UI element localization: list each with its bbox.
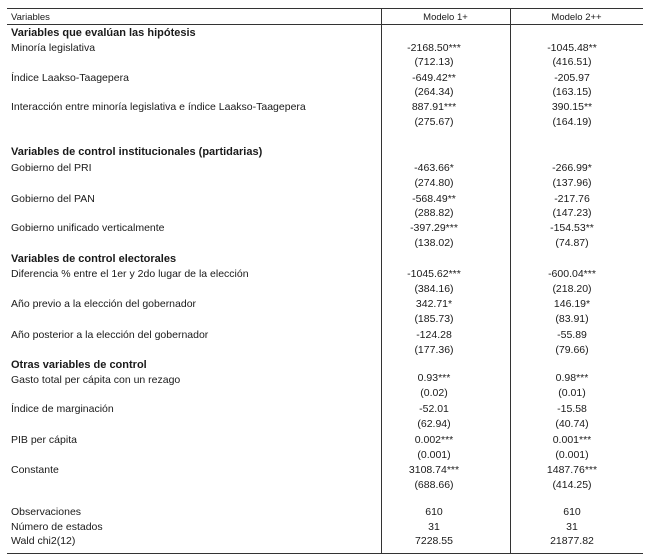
model-2-se: (40.74)	[555, 418, 589, 430]
stat-model-2: 21877.82	[550, 535, 594, 547]
model-2-se: (0.01)	[558, 387, 586, 399]
model-1-se: (185.73)	[414, 313, 454, 325]
model-1-se: (688.66)	[414, 479, 454, 491]
model-2-coef: 0.001***	[552, 434, 592, 446]
model-1-coef: -124.28	[416, 329, 452, 341]
model-1-se: (712.13)	[414, 56, 454, 68]
model-2-se: (83.91)	[555, 313, 589, 325]
model-1-se: (0.02)	[420, 387, 448, 399]
model-2-se: (164.19)	[552, 116, 592, 128]
stat-label: Observaciones	[11, 506, 82, 518]
model-2-se: (416.51)	[552, 56, 592, 68]
row-label: Diferencia % entre el 1er y 2do lugar de la elección	[11, 268, 249, 280]
model-1-coef: 342.71*	[415, 298, 453, 310]
model-1-coef: -2168.50***	[407, 42, 461, 54]
model-2-coef: -1045.48**	[547, 42, 597, 54]
column-divider	[510, 9, 511, 553]
model-1-coef: 0.002***	[414, 434, 454, 446]
model-2-se: (414.25)	[552, 479, 592, 491]
header-variables: Variables	[11, 12, 50, 23]
header-model-1: Modelo 1+	[423, 12, 468, 23]
model-1-se: (275.67)	[414, 116, 454, 128]
model-1-se: (177.36)	[414, 344, 454, 356]
row-label: Interacción entre minoría legislativa e índice Laakso-Taagepera	[11, 101, 306, 113]
model-2-se: (137.96)	[552, 177, 592, 189]
row-label: Año previo a la elección del gobernador	[11, 298, 197, 310]
model-2-se: (147.23)	[552, 207, 592, 219]
model-1-se: (274.80)	[414, 177, 454, 189]
row-label: PIB per cápita	[11, 434, 77, 446]
section-title: Otras variables de control	[11, 359, 147, 371]
row-label: Gobierno unificado verticalmente	[11, 222, 165, 234]
stat-model-2: 31	[566, 521, 578, 533]
model-1-se: (0.001)	[417, 449, 451, 461]
model-2-coef: -154.53**	[550, 222, 594, 234]
model-2-coef: -55.89	[557, 329, 587, 341]
row-label: Gobierno del PRI	[11, 162, 92, 174]
model-1-coef: -1045.62***	[407, 268, 461, 280]
model-2-coef: -217.76	[554, 193, 590, 205]
model-1-se: (62.94)	[417, 418, 451, 430]
section-title: Variables de control institucionales (partidarias)	[11, 146, 263, 158]
model-1-coef: -649.42**	[412, 72, 456, 84]
regression-table	[7, 8, 643, 554]
model-1-coef: 3108.74***	[408, 464, 460, 476]
stat-model-1: 7228.55	[415, 535, 453, 547]
model-2-coef: -205.97	[554, 72, 590, 84]
model-1-se: (138.02)	[414, 237, 454, 249]
model-2-coef: -266.99*	[552, 162, 592, 174]
model-1-coef: -568.49**	[412, 193, 456, 205]
model-1-coef: -397.29***	[410, 222, 458, 234]
header-rule	[7, 24, 643, 25]
model-2-coef: 146.19*	[553, 298, 591, 310]
model-2-se: (79.66)	[555, 344, 589, 356]
section-title: Variables que evalúan las hipótesis	[11, 27, 196, 39]
stat-label: Número de estados	[11, 521, 103, 533]
row-label: Año posterior a la elección del gobernador	[11, 329, 209, 341]
model-2-se: (74.87)	[555, 237, 589, 249]
row-label: Gobierno del PAN	[11, 193, 95, 205]
model-2-coef: 0.98***	[555, 372, 589, 384]
model-1-coef: 0.93***	[417, 372, 451, 384]
row-label: Minoría legislativa	[11, 42, 96, 54]
section-title: Variables de control electorales	[11, 253, 177, 265]
model-1-se: (264.34)	[414, 86, 454, 98]
model-2-coef: -15.58	[557, 403, 587, 415]
model-2-coef: 1487.76***	[546, 464, 598, 476]
model-1-se: (384.16)	[414, 283, 454, 295]
model-2-coef: -600.04***	[548, 268, 596, 280]
stat-model-1: 31	[428, 521, 440, 533]
model-1-coef: 887.91***	[411, 101, 457, 113]
row-label: Constante	[11, 464, 59, 476]
model-2-coef: 390.15**	[551, 101, 593, 113]
row-label: Índice de marginación	[11, 403, 114, 415]
model-2-se: (218.20)	[552, 283, 592, 295]
row-label: Índice Laakso-Taagepera	[11, 72, 129, 84]
model-2-se: (163.15)	[552, 86, 592, 98]
header-model-2: Modelo 2++	[551, 12, 602, 23]
model-1-se: (288.82)	[414, 207, 454, 219]
row-label: Gasto total per cápita con un rezago	[11, 374, 181, 386]
stat-label: Wald chi2(12)	[11, 535, 76, 547]
stat-model-1: 610	[425, 506, 443, 518]
model-1-coef: -52.01	[419, 403, 449, 415]
stat-model-2: 610	[563, 506, 581, 518]
model-1-coef: -463.66*	[414, 162, 454, 174]
model-2-se: (0.001)	[555, 449, 589, 461]
